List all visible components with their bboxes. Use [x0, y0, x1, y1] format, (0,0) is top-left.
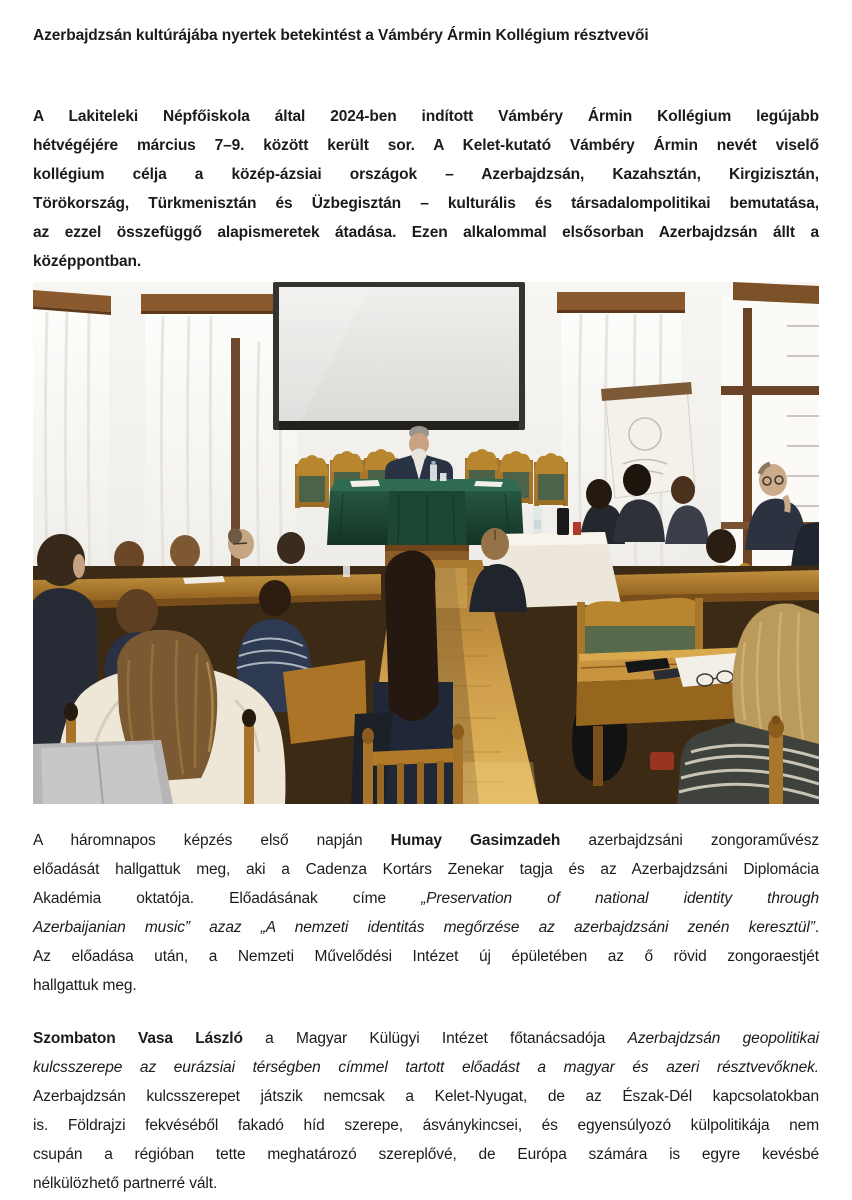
text-run: kollégium célja a közép-ázsiai országok – Azerbajdzsán, Kazahsztán, Kirgizisztán, — [33, 166, 819, 183]
text-run: nélkülözhető partnerré vált. — [33, 1175, 218, 1192]
lead-paragraph-block — [33, 102, 819, 276]
text-run: A Lakiteleki Népfőiskola által 2024-ben indított Vámbéry Ármin Kollégium legújabb — [33, 108, 819, 125]
text-line — [33, 1140, 819, 1169]
text-run: Azerbajdzsán kulcsszerepet játszik nemcsak a Kelet-Nyugat, de az Észak-Dél kapcsolatokban — [33, 1088, 819, 1105]
text-line — [33, 102, 819, 131]
text-line — [33, 971, 819, 1000]
text-run: a Magyar Külügyi Intézet főtanácsadója — [242, 1030, 628, 1047]
text-run: hétvégéjére március 7–9. között került sor. A Kelet-kutató Vámbéry Ármin nevét viselő — [33, 137, 819, 154]
text-run: A háromnapos képzés első napján — [33, 832, 391, 849]
text-line — [33, 160, 819, 189]
text-run: az ezzel összefüggő alapismeretek átadása. Ezen alkalommal elsősorban Azerbajdzsán állt a — [33, 224, 819, 241]
text-line — [33, 1024, 819, 1053]
body-paragraphs-block — [33, 826, 819, 1198]
text-line — [33, 942, 819, 971]
article-paragraph — [33, 102, 819, 276]
text-run: Törökország, Türkmenisztán és Üzbegisztán – kulturális és társadalompolitikai bemutatása, — [33, 195, 819, 212]
text-line — [33, 189, 819, 218]
text-line — [33, 1053, 819, 1082]
text-run: Azerbaijanian music” azaz „A nemzeti identitás megőrzése az azerbajdzsáni zenén keresztül” — [33, 919, 815, 936]
text-run: előadását hallgattuk meg, aki a Cadenza Kortárs Zenekar tagja és az Azerbajdzsáni Diplomácia — [33, 861, 819, 878]
text-line — [33, 131, 819, 160]
text-run: Humay Gasimzadeh — [390, 832, 561, 849]
article-paragraph — [33, 826, 819, 1000]
lecture-photo — [33, 282, 819, 804]
text-run: kulcsszerepe az eurázsiai térségben címmel tartott előadást a magyar és azeri résztvevőknek. — [33, 1059, 819, 1076]
text-line — [33, 1082, 819, 1111]
text-run: hallgattuk meg. — [33, 977, 137, 994]
text-run: is. Földrajzi fekvéséből fakadó híd szerepe, ásványkincsei, és egyensúlyozó külpolitikája nem — [33, 1117, 819, 1134]
article-paragraph — [33, 1024, 819, 1198]
text-run: azerbajdzsáni zongoraművész — [560, 832, 820, 849]
text-line — [33, 1111, 819, 1140]
text-line — [33, 1169, 819, 1198]
article-title: Azerbajdzsán kultúrájába nyertek betekintést a Vámbéry Ármin Kollégium résztvevői — [33, 27, 649, 44]
text-line — [33, 826, 819, 855]
projection-screen — [273, 282, 525, 430]
text-run: „Preservation of national identity through — [421, 890, 819, 907]
text-line — [33, 247, 819, 276]
audience-foreground-right — [572, 598, 819, 804]
text-line — [33, 855, 819, 884]
text-run: Azerbajdzsán geopolitikai — [627, 1030, 820, 1047]
text-line — [33, 218, 819, 247]
text-run: Az előadása után, a Nemzeti Művelődési Intézet új épületében az ő rövid zongoraestjét — [33, 948, 819, 965]
text-run: csupán a régióban tette meghatározó szereplővé, de Európa számára is egyre kevésbé — [33, 1146, 819, 1163]
text-line — [33, 913, 819, 942]
text-run: Szombaton Vasa László — [33, 1030, 243, 1047]
text-line — [33, 884, 819, 913]
text-run: középpontban. — [33, 253, 142, 270]
text-run: Akadémia oktatója. Előadásának címe — [33, 890, 422, 907]
text-run: . — [814, 919, 819, 936]
